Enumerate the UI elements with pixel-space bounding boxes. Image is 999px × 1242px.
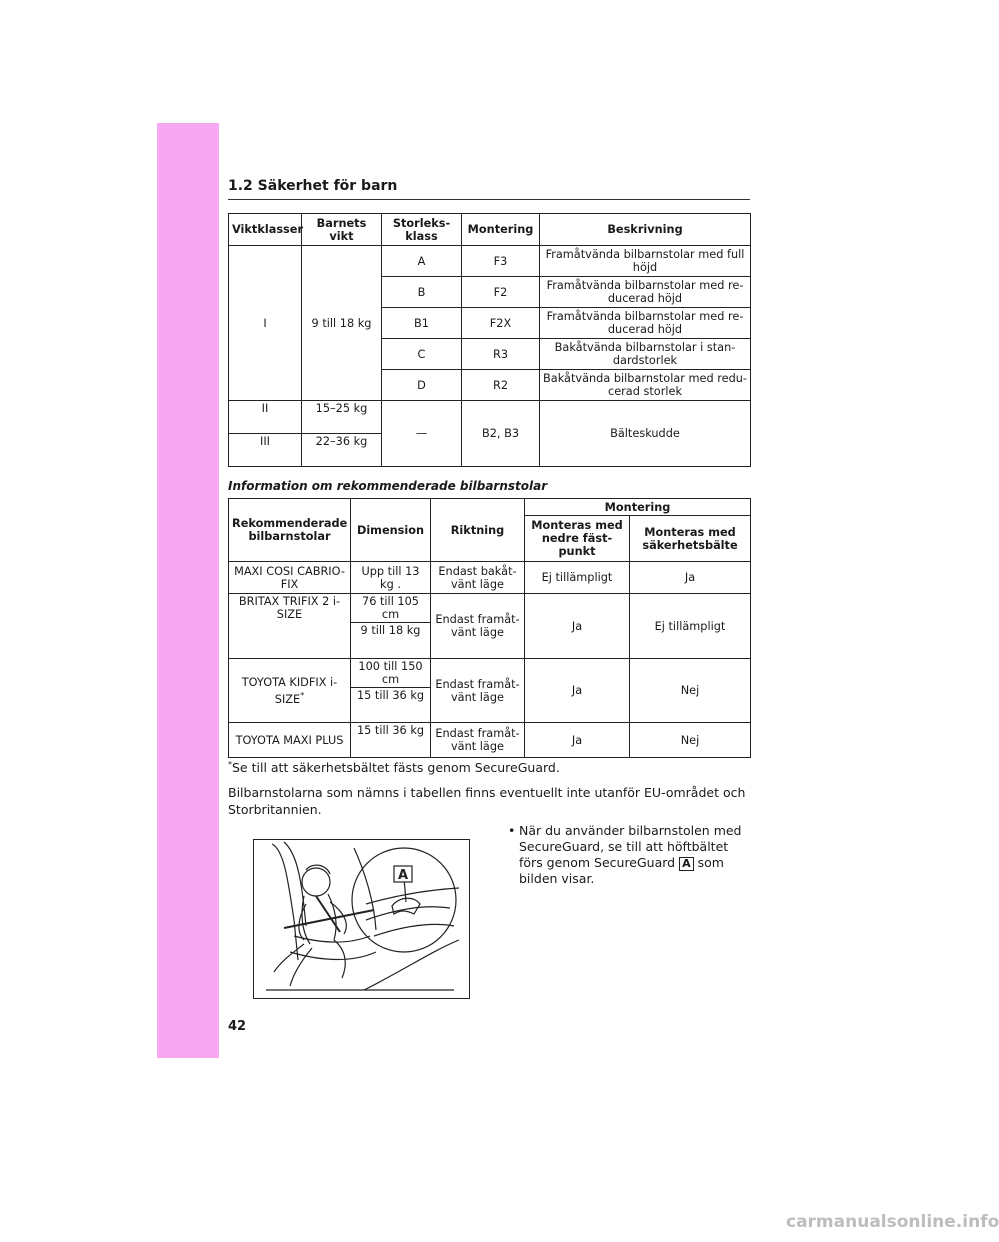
child-seat-drawing [254,840,469,998]
section-divider [228,199,750,200]
header-seat: Rekommenderade bilbarnstolar [229,499,351,562]
lower-anchor-cell: Ja [525,594,630,659]
size-cell: B1 [382,308,462,339]
figure-label-a: A [397,868,409,883]
label-a-badge: A [679,857,694,871]
direction-cell: Endast framåt-vänt läge [431,659,525,723]
mount-cell: F2X [462,308,540,339]
bullet-text-part1: När du använder bilbarnstolen med SecureGuard, se till att höftbältet förs genom SecureGuard [519,823,742,870]
availability-note: Bilbarnstolarna som nämns i tabellen finns eventuellt inte utanför EU-området och Storbritannien. [228,785,746,817]
header-mounting: Montering [462,214,540,246]
seat-cell: BRITAX TRIFIX 2 i-SIZE [229,594,351,659]
mount-cell: F3 [462,246,540,277]
seat-belt-cell: Nej [630,659,751,723]
header-lower-anchor: Monteras med nedre fäst-punkt [525,516,630,562]
dimension-cell: 9 till 18 kg [351,623,431,659]
table-row [229,659,751,688]
dimension-cell: 15 till 36 kg [351,688,431,723]
footnote [228,760,560,775]
class-cell: I [229,246,302,401]
table-row [229,562,751,594]
secureguard-illustration [253,839,470,999]
desc-cell: Framåtvända bilbarnstolar med re-ducerad höjd [540,277,751,308]
bullet-dot: • [508,823,516,838]
mount-cell: R3 [462,339,540,370]
header-size-class: Storleks-klass [382,214,462,246]
lower-anchor-cell: Ej tillämpligt [525,562,630,594]
class-cell: III [229,434,302,467]
footnote-text: Se till att säkerhetsbältet fästs genom SecureGuard. [232,760,560,776]
instruction-bullet [508,823,753,887]
header-seat-belt: Monteras med säkerhetsbälte [630,516,751,562]
direction-cell: Endast bakåt-vänt läge [431,562,525,594]
size-cell: C [382,339,462,370]
seat-belt-cell: Ja [630,562,751,594]
table-row [229,401,751,434]
dimension-cell: 15 till 36 kg [351,723,431,758]
weight-cell: 9 till 18 kg [302,246,382,401]
desc-cell: Framåtvända bilbarnstolar med re-ducerad höjd [540,308,751,339]
direction-cell: Endast framåt-vänt läge [431,594,525,659]
header-dimension: Dimension [351,499,431,562]
header-mounting: Montering [525,499,751,516]
table-row [229,246,751,277]
desc-cell: Bälteskudde [540,401,751,467]
class-cell: II [229,401,302,434]
seat-name: TOYOTA KIDFIX i-SIZE [241,675,338,706]
mount-cell: F2 [462,277,540,308]
recommended-seats-table [228,498,751,758]
bullet-text [519,823,753,887]
footnote-asterisk: * [228,760,232,769]
lower-anchor-cell: Ja [525,723,630,758]
header-child-weight: Barnets vikt [302,214,382,246]
dimension-cell: Upp till 13 kg . [351,562,431,594]
table-row [229,594,751,623]
dimension-cell: 76 till 105 cm [351,594,431,623]
desc-cell: Bakåtvända bilbarnstolar med redu-cerad storlek [540,370,751,401]
lower-anchor-cell: Ja [525,659,630,723]
sidebar-tab [157,123,219,1058]
mount-cell: R2 [462,370,540,401]
desc-cell: Framåtvända bilbarnstolar med full höjd [540,246,751,277]
seat-cell: TOYOTA MAXI PLUS [229,723,351,758]
watermark: carmanualsonline.info [786,1212,999,1232]
size-cell: D [382,370,462,401]
seat-cell: MAXI COSI CABRIO-FIX [229,562,351,594]
header-description: Beskrivning [540,214,751,246]
direction-cell: Endast framåt-vänt läge [431,723,525,758]
seat-belt-cell: Nej [630,723,751,758]
page-number: 42 [228,1019,247,1034]
weight-class-table [228,213,751,467]
dimension-cell: 100 till 150 cm [351,659,431,688]
size-cell: A [382,246,462,277]
section-title: 1.2 Säkerhet för barn [228,178,398,194]
weight-cell: 15–25 kg [302,401,382,434]
header-weight-class: Viktklasser [229,214,302,246]
mount-cell: B2, B3 [462,401,540,467]
size-cell: B [382,277,462,308]
bullet-text-part2: som bilden visar. [519,855,724,886]
weight-cell: 22–36 kg [302,434,382,467]
table2-caption: Information om rekommenderade bilbarnstolar [228,479,548,493]
header-direction: Riktning [431,499,525,562]
seat-cell [229,659,351,723]
seat-belt-cell: Ej tillämpligt [630,594,751,659]
asterisk: * [300,690,305,700]
table-row [229,723,751,758]
size-cell: — [382,401,462,467]
desc-cell: Bakåtvända bilbarnstolar i stan-dardstorlek [540,339,751,370]
